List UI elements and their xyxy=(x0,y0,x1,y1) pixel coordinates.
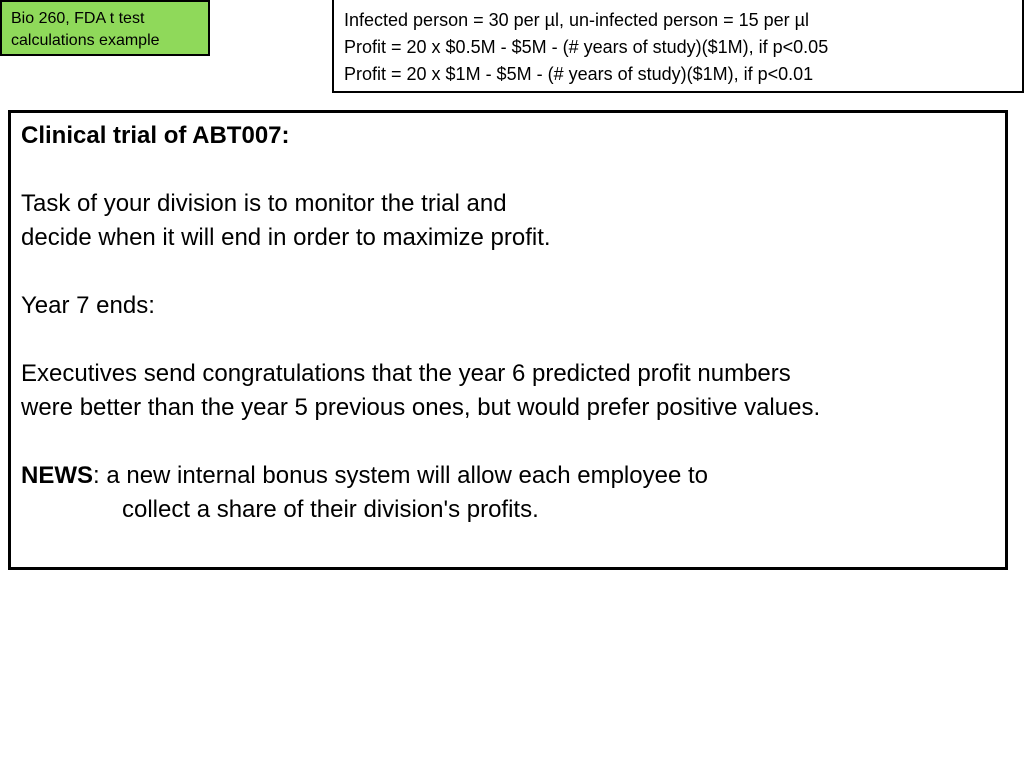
formula-line-1: Infected person = 30 per µl, un-infected person = 15 per µl xyxy=(344,10,810,30)
spacer xyxy=(21,323,1005,357)
title-label-box xyxy=(0,0,210,56)
news-line-1 xyxy=(21,459,1005,493)
task-line-1: Task of your division is to monitor the trial and xyxy=(21,190,507,217)
main-content-box xyxy=(8,110,1008,570)
news-line-1-text: : a new internal bonus system will allow each employee to xyxy=(93,462,708,489)
spacer xyxy=(21,255,1005,289)
formula-line-2: Profit = 20 x $0.5M - $5M - (# years of study)($1M), if p<0.05 xyxy=(344,37,829,57)
executives-line-2: were better than the year 5 previous ones, but would prefer positive values. xyxy=(21,394,821,421)
news-label: NEWS xyxy=(21,462,93,489)
spacer xyxy=(21,425,1005,459)
main-title: Clinical trial of ABT007: xyxy=(21,122,290,149)
title-label-line-1: Bio 260, FDA t test xyxy=(11,10,145,27)
executives-line-1: Executives send congratulations that the year 6 predicted profit numbers xyxy=(21,360,791,387)
year-line: Year 7 ends: xyxy=(21,292,155,319)
formula-box xyxy=(332,0,1024,93)
spacer xyxy=(21,153,1005,187)
news-line-2: collect a share of their division's profits. xyxy=(122,496,539,523)
task-line-2: decide when it will end in order to maximize profit. xyxy=(21,224,551,251)
formula-line-3: Profit = 20 x $1M - $5M - (# years of study)($1M), if p<0.01 xyxy=(344,64,814,84)
title-label-line-2: calculations example xyxy=(11,32,160,49)
